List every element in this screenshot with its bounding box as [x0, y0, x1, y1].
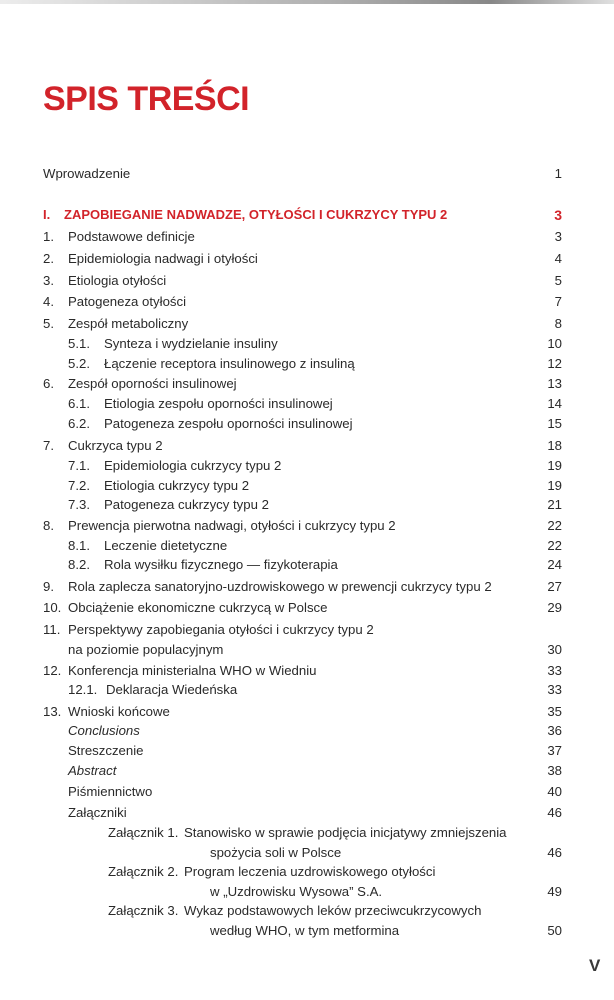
toc-entry-text: Epidemiologia nadwagi i otyłości — [68, 251, 258, 266]
toc-entry-intro[interactable] — [0, 164, 614, 184]
toc-appendix-page: 50 — [547, 923, 562, 938]
toc-entry[interactable] — [0, 271, 614, 291]
toc-entry-page: 27 — [547, 579, 562, 594]
toc-entry-text: Etiologia otyłości — [68, 273, 167, 288]
toc-entry[interactable] — [0, 516, 614, 536]
toc-entry-page: 10 — [547, 336, 562, 351]
toc-appendix-continuation[interactable] — [0, 882, 614, 902]
toc-entry-text: Załączniki — [68, 805, 127, 820]
toc-appendix-text: Stanowisko w sprawie podjęcia inicjatywy zmniejszenia — [184, 825, 507, 840]
toc-entry-text: Rola zaplecza sanatoryjno-uzdrowiskowego w prewencji cukrzycy typu 2 — [68, 579, 492, 594]
toc-appendix-page: 49 — [547, 884, 562, 899]
toc-appendix-text-continued: według WHO, w tym metformina — [210, 923, 400, 938]
toc-entry-text: Wprowadzenie — [43, 166, 131, 181]
toc-entry-number: 7.2. — [68, 478, 90, 493]
toc-entry[interactable] — [0, 314, 614, 334]
toc-entry-page: 33 — [547, 663, 562, 678]
toc-entry[interactable] — [0, 661, 614, 681]
toc-entry-text: Wnioski końcowe — [68, 704, 170, 719]
toc-entry-number: 5. — [43, 316, 54, 331]
toc-entry-number: 8. — [43, 518, 54, 533]
toc-entry-text: Łączenie receptora insulinowego z insuliną — [104, 356, 355, 371]
toc-entry-number: 7.1. — [68, 458, 90, 473]
toc-entry-number: 2. — [43, 251, 54, 266]
toc-entry[interactable] — [0, 227, 614, 247]
toc-entry-page: 4 — [554, 251, 562, 266]
toc-subentry[interactable] — [0, 354, 614, 374]
toc-appendix-continuation[interactable] — [0, 843, 614, 863]
scan-edge-shadow — [0, 0, 614, 4]
toc-subentry[interactable] — [0, 414, 614, 434]
toc-entry-page: 3 — [554, 229, 562, 244]
toc-entry[interactable] — [0, 702, 614, 722]
toc-subentry[interactable] — [0, 394, 614, 414]
toc-entry-continuation[interactable] — [0, 640, 614, 660]
toc-entry-text: Konferencja ministerialna WHO w Wiedniu — [68, 663, 317, 678]
toc-entry-page: 30 — [547, 642, 562, 657]
toc-entry-text: Etiologia zespołu oporności insulinowej — [104, 396, 333, 411]
toc-appendix-text: Program leczenia uzdrowiskowego otyłości — [184, 864, 436, 879]
toc-entry-number: 6. — [43, 376, 54, 391]
toc-entry-text: Zespół oporności insulinowej — [68, 376, 237, 391]
toc-entry-page: 22 — [547, 538, 562, 553]
toc-entry-appendices[interactable] — [0, 803, 614, 823]
toc-entry-page: 14 — [547, 396, 562, 411]
toc-entry-text: Leczenie dietetyczne — [104, 538, 228, 553]
toc-entry-number: 7.3. — [68, 497, 90, 512]
toc-entry-page: 15 — [547, 416, 562, 431]
toc-entry-page: 38 — [547, 763, 562, 778]
toc-entry-text: Zespół metaboliczny — [68, 316, 189, 331]
toc-appendix-page: 46 — [547, 845, 562, 860]
toc-entry-abstract[interactable] — [0, 761, 614, 781]
toc-subentry[interactable] — [0, 555, 614, 575]
toc-entry-number: 5.1. — [68, 336, 90, 351]
toc-entry[interactable] — [0, 249, 614, 269]
toc-entry-number: 4. — [43, 294, 54, 309]
toc-entry-page: 21 — [547, 497, 562, 512]
toc-entry-number: 13. — [43, 704, 62, 719]
toc-entry-text: Streszczenie — [68, 743, 144, 758]
toc-entry-text: Patogeneza zespołu oporności insulinowej — [104, 416, 353, 431]
toc-entry[interactable] — [0, 436, 614, 456]
toc-entry-text: Obciążenie ekonomiczne cukrzycą w Polsce — [68, 600, 328, 615]
toc-entry-number: 9. — [43, 579, 54, 594]
toc-appendix-text-continued: spożycia soli w Polsce — [210, 845, 342, 860]
toc-subentry[interactable] — [0, 334, 614, 354]
toc-entry-page: 19 — [547, 458, 562, 473]
toc-entry-page: 13 — [547, 376, 562, 391]
toc-entry-conclusions[interactable] — [0, 721, 614, 741]
toc-appendix-label: Załącznik 2. — [108, 864, 179, 879]
toc-entry-page: 37 — [547, 743, 562, 758]
toc-entry-number: 8.2. — [68, 557, 90, 572]
toc-appendix-continuation[interactable] — [0, 921, 614, 941]
toc-subentry[interactable] — [0, 495, 614, 515]
toc-appendix[interactable] — [0, 823, 614, 843]
toc-entry-text: Podstawowe definicje — [68, 229, 195, 244]
toc-entry-page: 12 — [547, 356, 562, 371]
toc-entry-number: 6.2. — [68, 416, 90, 431]
toc-entry-text: Patogeneza otyłości — [68, 294, 187, 309]
toc-entry-page: 29 — [547, 600, 562, 615]
toc-part-number: I. — [43, 207, 51, 222]
toc-entry-text: Abstract — [68, 763, 117, 778]
toc-entry-text-continued: na poziomie populacyjnym — [68, 642, 224, 657]
toc-entry-text: Etiologia cukrzycy typu 2 — [104, 478, 250, 493]
toc-entry-page: 33 — [547, 682, 562, 697]
toc-entry[interactable] — [0, 598, 614, 618]
toc-entry-number: 3. — [43, 273, 54, 288]
toc-appendix[interactable] — [0, 862, 614, 882]
toc-entry-number: 12.1. — [68, 682, 98, 697]
toc-entry-summary[interactable] — [0, 741, 614, 761]
toc-entry-number: 12. — [43, 663, 62, 678]
toc-entry-number: 1. — [43, 229, 54, 244]
toc-appendix[interactable] — [0, 901, 614, 921]
toc-entry-page: 46 — [547, 805, 562, 820]
page-number: V — [589, 956, 601, 975]
toc-entry[interactable] — [0, 620, 614, 640]
toc-entry-page: 8 — [554, 316, 562, 331]
toc-entry-text: Prewencja pierwotna nadwagi, otyłości i cukrzycy typu 2 — [68, 518, 396, 533]
toc-entry-page: 22 — [547, 518, 562, 533]
toc-appendix-label: Załącznik 1. — [108, 825, 179, 840]
toc-entry-text: Epidemiologia cukrzycy typu 2 — [104, 458, 282, 473]
page-title: SPIS TREŚCI — [43, 80, 250, 118]
toc-entry-page: 18 — [547, 438, 562, 453]
toc-entry-page: 36 — [547, 723, 562, 738]
toc-entry-text: Piśmiennictwo — [68, 784, 153, 799]
toc-appendix-label: Załącznik 3. — [108, 903, 179, 918]
toc-entry-page: 35 — [547, 704, 562, 719]
toc-entry-number: 8.1. — [68, 538, 90, 553]
toc-entry-text: Synteza i wydzielanie insuliny — [104, 336, 278, 351]
toc-entry-page: 1 — [554, 166, 562, 181]
toc-entry-page: 40 — [547, 784, 562, 799]
toc-entry-number: 5.2. — [68, 356, 90, 371]
toc-entry-text: Cukrzyca typu 2 — [68, 438, 163, 453]
toc-entry-number: 6.1. — [68, 396, 90, 411]
toc-entry-bibliography[interactable] — [0, 782, 614, 802]
toc-entry[interactable] — [0, 374, 614, 394]
toc-entry-text: Rola wysiłku fizycznego — fizykoterapia — [104, 557, 338, 572]
toc-entry-page: 7 — [554, 294, 562, 309]
toc-subentry[interactable] — [0, 680, 614, 700]
toc-entry-number: 11. — [43, 622, 61, 637]
toc-part-heading[interactable] — [0, 205, 614, 225]
toc-entry-page: 5 — [554, 273, 562, 288]
toc-entry-number: 10. — [43, 600, 62, 615]
toc-part-page: 3 — [554, 207, 562, 223]
toc-entry-text: Conclusions — [68, 723, 140, 738]
toc-part-text: ZAPOBIEGANIE NADWADZE, OTYŁOŚCI I CUKRZYCY TYPU 2 — [64, 207, 448, 222]
toc-entry[interactable] — [0, 577, 614, 597]
toc-subentry[interactable] — [0, 456, 614, 476]
toc-entry-text: Deklaracja Wiedeńska — [106, 682, 238, 697]
toc-entry-text: Perspektywy zapobiegania otyłości i cukrzycy typu 2 — [68, 622, 374, 637]
toc-appendix-text: Wykaz podstawowych leków przeciwcukrzycowych — [184, 903, 482, 918]
toc-entry-page: 19 — [547, 478, 562, 493]
toc-entry-page: 24 — [547, 557, 562, 572]
toc-entry[interactable] — [0, 292, 614, 312]
toc-entry-number: 7. — [43, 438, 54, 453]
toc-subentry[interactable] — [0, 476, 614, 496]
toc-entry-text: Patogeneza cukrzycy typu 2 — [104, 497, 269, 512]
toc-appendix-text-continued: w „Uzdrowisku Wysowa” S.A. — [210, 884, 383, 899]
toc-subentry[interactable] — [0, 536, 614, 556]
